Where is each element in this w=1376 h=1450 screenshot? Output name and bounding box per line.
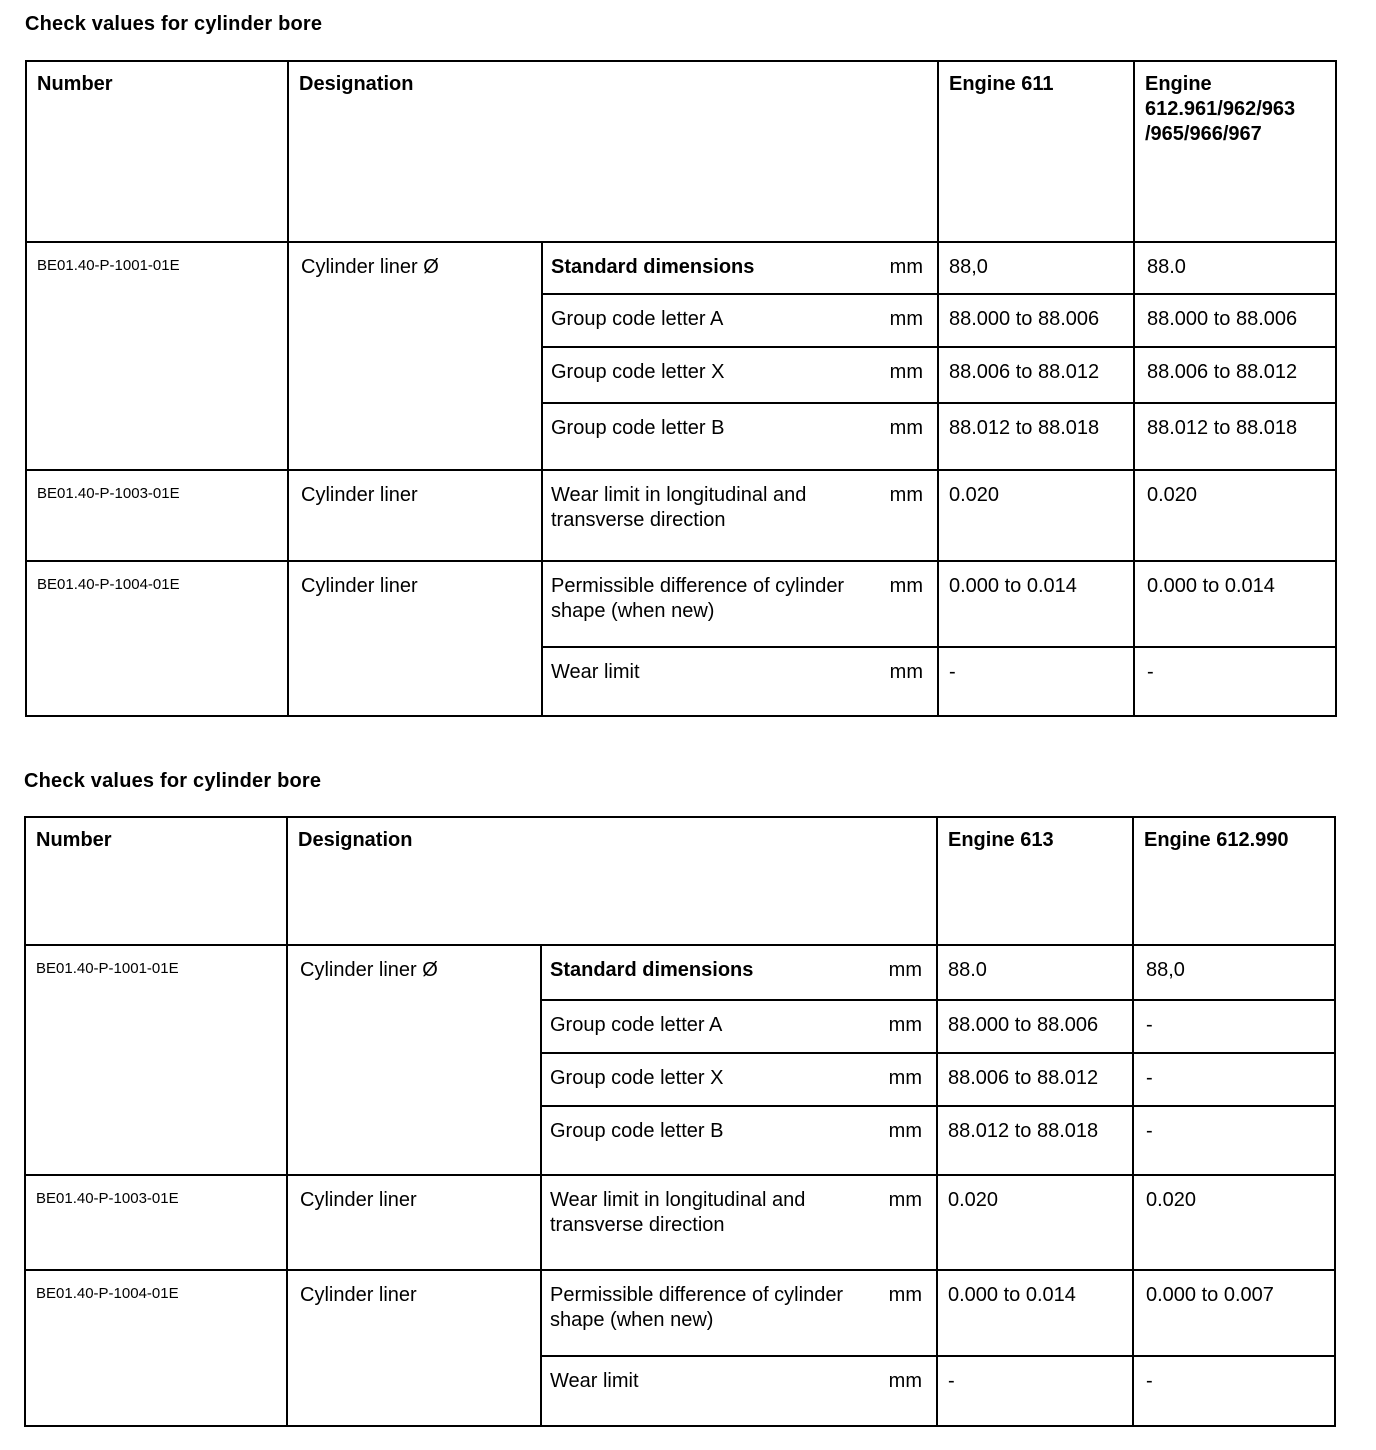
row-designation: Cylinder liner	[288, 470, 542, 561]
row-engine-a-value: 0.000 to 0.014	[938, 561, 1134, 647]
row-designation: Cylinder liner	[288, 561, 542, 716]
row-parameter: Permissible difference of cylinder shape (when new)	[542, 561, 882, 647]
row-engine-b-value: -	[1147, 661, 1154, 683]
row-unit: mm	[889, 661, 923, 683]
row-engine-b-value: 0.000 to 0.007	[1133, 1270, 1335, 1356]
row-number: BE01.40-P-1003-01E	[26, 470, 288, 561]
row-engine-a-value: 88.006 to 88.012	[937, 1053, 1133, 1106]
row-number: BE01.40-P-1004-01E	[26, 561, 288, 716]
table-1-title: Check values for cylinder bore	[25, 13, 323, 35]
row-designation: Cylinder liner	[287, 1175, 541, 1270]
row-parameter: Group code letter B	[542, 403, 882, 470]
header-number: Number	[26, 61, 288, 242]
header-designation: Designation	[287, 817, 937, 945]
table-row	[25, 1175, 1335, 1270]
row-parameter: Group code letter A	[541, 1000, 881, 1053]
row-engine-b-value: 88.0	[1134, 242, 1336, 294]
row-engine-b-value: 88.000 to 88.006	[1134, 294, 1336, 347]
row-parameter: Standard dimensions	[541, 945, 881, 1000]
header-number: Number	[25, 817, 287, 945]
row-parameter: Wear limit	[551, 661, 640, 683]
row-designation: Cylinder liner Ø	[288, 242, 542, 470]
row-engine-a-value: 88.012 to 88.018	[938, 403, 1134, 470]
row-designation: Cylinder liner	[287, 1270, 541, 1426]
table-2-title: Check values for cylinder bore	[24, 770, 322, 792]
header-engine-613: Engine 613	[937, 817, 1133, 945]
table-row	[26, 470, 1336, 561]
row-engine-a-value: 88,0	[938, 242, 1134, 294]
row-parameter: Standard dimensions	[542, 242, 882, 294]
row-engine-b-value: -	[1133, 1000, 1335, 1053]
row-engine-a-value: -	[937, 1356, 1133, 1426]
check-values-table-1	[25, 60, 1337, 717]
check-values-table-2	[24, 816, 1336, 1427]
row-parameter: Group code letter A	[542, 294, 882, 347]
row-parameter: Group code letter X	[542, 347, 882, 403]
row-engine-a-value: 0.020	[937, 1175, 1133, 1270]
table-row	[26, 242, 1336, 294]
row-unit: mm	[882, 242, 938, 294]
row-engine-a-value: 88.000 to 88.006	[938, 294, 1134, 347]
row-engine-a-value: -	[938, 647, 1134, 716]
row-engine-b-value: 0.020	[1134, 470, 1336, 561]
row-unit: mm	[881, 1000, 937, 1053]
row-unit: mm	[882, 561, 938, 647]
row-unit: mm	[881, 1270, 937, 1356]
row-parameter: Group code letter X	[541, 1053, 881, 1106]
row-engine-a-value: 88.000 to 88.006	[937, 1000, 1133, 1053]
row-number: BE01.40-P-1001-01E	[25, 945, 287, 1175]
row-number: BE01.40-P-1004-01E	[25, 1270, 287, 1426]
row-parameter: Group code letter B	[541, 1106, 881, 1175]
row-unit: mm	[881, 1175, 937, 1270]
row-unit: mm	[881, 945, 937, 1000]
row-designation: Cylinder liner Ø	[287, 945, 541, 1175]
row-engine-b-value: 88,0	[1133, 945, 1335, 1000]
row-engine-b-value: -	[1146, 1370, 1153, 1392]
header-row	[25, 817, 1335, 945]
row-engine-b-value: 0.000 to 0.014	[1134, 561, 1336, 647]
row-parameter: Wear limit in longitudinal and transverse direction	[542, 470, 882, 561]
row-engine-a-value: 0.020	[938, 470, 1134, 561]
row-unit: mm	[881, 1053, 937, 1106]
header-engine-612-961: Engine 612.961/962/963 /965/966/967	[1134, 61, 1336, 242]
row-engine-b-value: -	[1133, 1053, 1335, 1106]
table-row	[26, 561, 1336, 647]
row-engine-a-value: 88.012 to 88.018	[937, 1106, 1133, 1175]
table-row	[25, 945, 1335, 1000]
row-parameter: Wear limit in longitudinal and transverse direction	[541, 1175, 881, 1270]
header-row	[26, 61, 1336, 242]
row-engine-a-value: 88.006 to 88.012	[938, 347, 1134, 403]
header-engine-611: Engine 611	[938, 61, 1134, 242]
table-row	[25, 1270, 1335, 1356]
row-engine-a-value: 88.0	[937, 945, 1133, 1000]
row-unit: mm	[882, 294, 938, 347]
row-engine-b-value: 88.012 to 88.018	[1134, 403, 1336, 470]
row-engine-b-value: -	[1133, 1106, 1335, 1175]
row-unit: mm	[882, 347, 938, 403]
row-unit: mm	[888, 1370, 922, 1392]
row-parameter: Permissible difference of cylinder shape (when new)	[541, 1270, 881, 1356]
header-engine-612-990: Engine 612.990	[1133, 817, 1335, 945]
row-unit: mm	[882, 403, 938, 470]
row-engine-b-value: 0.020	[1133, 1175, 1335, 1270]
row-engine-a-value: 0.000 to 0.014	[937, 1270, 1133, 1356]
row-number: BE01.40-P-1001-01E	[26, 242, 288, 470]
row-unit: mm	[881, 1106, 937, 1175]
header-designation: Designation	[288, 61, 938, 242]
row-parameter: Wear limit	[550, 1370, 639, 1392]
row-unit: mm	[882, 470, 938, 561]
row-number: BE01.40-P-1003-01E	[25, 1175, 287, 1270]
row-engine-b-value: 88.006 to 88.012	[1134, 347, 1336, 403]
